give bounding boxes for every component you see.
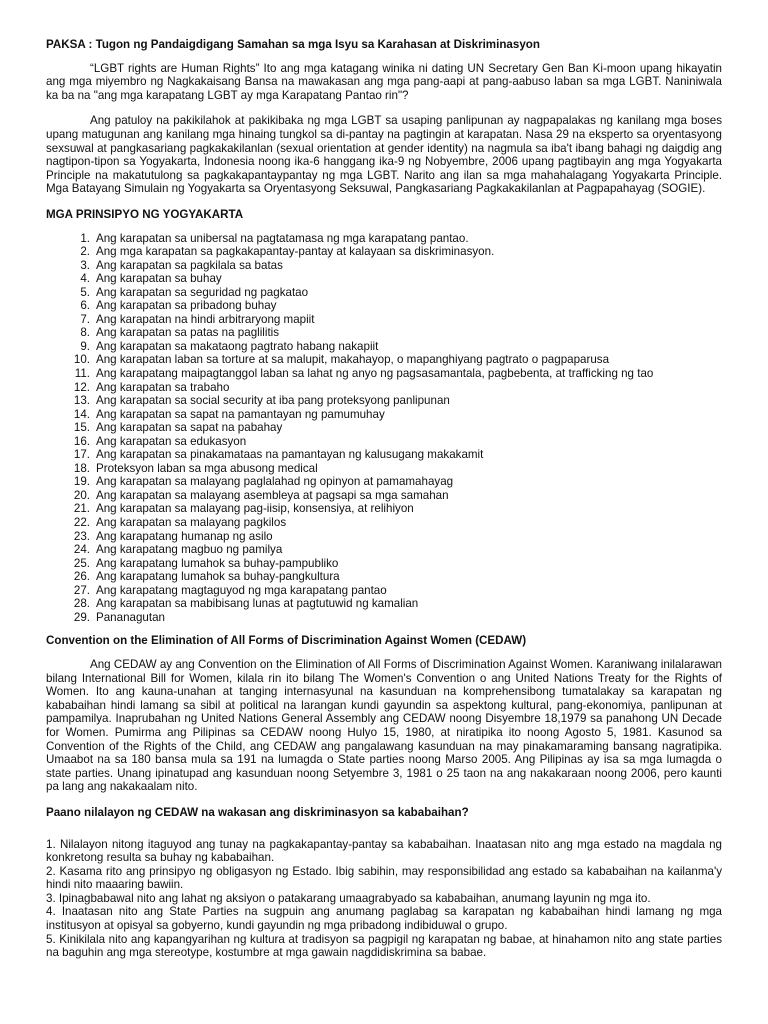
principle-number: 3. [80,258,90,272]
principle-text: Proteksyon laban sa mga abusong medical [96,461,318,475]
principle-number: 21. [73,502,90,516]
principle-text: Ang karapatang magtaguyod ng mga karapatang pantao [96,583,387,597]
principle-number: 8. [80,326,90,340]
principle-text: Ang karapatan sa malayang pag-iisip, konsensiya, at relihiyon [96,502,414,516]
principle-text: Ang karapatan laban sa torture at sa malupit, makahayop, o mapanghiyang pagtrato o pagpaparusa [96,353,610,367]
principle-number: 5. [80,285,90,299]
principle-text: Ang karapatan sa pinakamataas na pamantayan ng kalusugang makakamit [96,448,484,462]
principle-text: Ang karapatang maipagtanggol laban sa lahat ng anyo ng pagsasamantala, pagbebenta, at trafficking ng tao [96,367,654,380]
principle-item [46,516,722,530]
principle-text: Ang karapatang lumahok sa buhay-pangkultura [96,570,340,584]
principle-number: 23. [73,529,90,543]
principle-number: 19. [73,475,90,489]
principle-item [46,313,722,327]
principle-number: 27. [73,583,90,597]
principle-item [46,340,722,354]
principle-number: 20. [73,488,90,502]
principle-number: 26. [73,570,90,584]
principle-number: 10. [73,353,90,367]
cedaw-question-heading: Paano nilalayon ng CEDAW na wakasan ang diskriminasyon sa kababaihan? [46,805,469,819]
principle-text: Ang karapatan sa malayang paglalahad ng opinyon at pamamahayag [96,475,454,489]
cedaw-point: 4. Inaatasan nito ang State Parties na sugpuin ang anumang paglabag sa karapatan ng kababaihan hindi lamang ng mga institusyon at opisyal sa gobyerno, kundi gayundin ng mga pribadong indibiduwal o grupo. [46,905,722,933]
principle-number: 14. [73,407,90,421]
cedaw-points-list [46,838,722,960]
principle-item [46,502,722,516]
principle-item [46,611,722,625]
cedaw-point: 5. Kinikilala nito ang kapangyarihan ng kultura at tradisyon sa pagpigil ng karapatan ng babae, at hinahamon nito ang state parties na baguhin ang mga stereotype, kostumbre at mga gawain nagdidiskrimina sa babae. [46,932,722,960]
principle-text: Ang karapatang lumahok sa buhay-pampubliko [96,556,339,570]
principle-item [46,272,722,286]
principle-number: 11. [74,367,90,380]
principle-number: 1. [80,231,90,245]
principle-number: 29. [73,610,90,624]
principle-text: Ang karapatan sa sapat na pabahay [96,421,283,435]
principle-text: Ang karapatan na hindi arbitraryong mapiit [96,312,315,326]
principle-text: Ang karapatan sa pribadong buhay [96,299,277,313]
principle-text: Ang karapatan sa patas na paglilitis [96,326,280,340]
principle-number: 13. [73,394,90,408]
principle-number: 25. [73,556,90,570]
principle-number: 15. [73,421,90,435]
principle-text: Ang karapatan sa pagkilala sa batas [96,258,283,272]
principle-item [46,421,722,435]
principle-item [46,232,722,246]
principle-text: Ang karapatan sa social security at iba pang proteksyong panlipunan [96,394,450,408]
cedaw-paragraph: Ang CEDAW ay ang Convention on the Elimination of All Forms of Discrimination Against Women. Karaniwang inilalarawan bilang International Bill for Women, kilala rin ito bilang The Women's Convention o ang United Nations Treaty for the Rights of Women. Ito ang kauna-unahan at tanging internasyunal na kasunduan na komprehensibong tumatalakay sa karapatan ng kababaihan hindi lamang sa sibil at political na larangan kundi gayundin sa aspektong kultural, pang-ekonomiya, panlipunan at pampamilya. Inaprubahan ng United Nations General Assembly ang CEDAW noong Disyembre 18,1979 sa panahong UN Decade for Women. Pumirma ang Pilipinas sa CEDAW noong Hulyo 15, 1980, at niratipika ito noong Agosto 5, 1981. Kasunod sa Convention of the Rights of the Child, ang CEDAW ang pangalawang kasunduan na may pinakamaraming bansang nagratipika. Umaabot na sa 180 bansa mula sa 191 na lumagda o State parties noong Marso 2005. Ang Pilipinas ay isa sa mga lumagda o state parties. Unang ipinatupad ang kasunduan noong Setyembre 3, 1981 o 25 taon na ang nakakaraan noong 2006, pero kaunti pa lang ang nakakaalam nito. [46,657,722,794]
principle-number: 7. [80,312,90,326]
cedaw-point: 1. Nilalayon nitong itaguyod ang tunay na pagkakapantay-pantay sa kababaihan. Inaatasan nito ang mga estado na magdala ng konkretong resulta sa buhay ng kababaihan. [46,837,722,865]
principle-number: 24. [73,543,90,557]
principle-item [46,489,722,503]
principle-number: 22. [73,516,90,530]
principle-text: Ang karapatan sa edukasyon [96,434,247,448]
principle-item [46,543,722,557]
principles-list [46,232,722,625]
principle-number: 16. [73,434,90,448]
principle-number: 9. [80,339,90,353]
principle-item [46,299,722,313]
principle-text: Ang karapatan sa buhay [96,272,222,286]
principles-heading: MGA PRINSIPYO NG YOGYAKARTA [46,207,244,221]
principle-item [46,259,722,273]
principle-text: Pananagutan [96,610,165,624]
principle-item [46,570,722,584]
principle-number: 12. [73,380,90,394]
principle-item [46,367,722,381]
principle-text: Ang karapatan sa mabibisang lunas at pagtutuwid ng kamalian [96,597,419,611]
principle-text: Ang mga karapatan sa pagkakapantay-pantay at kalayaan sa diskriminasyon. [96,245,495,259]
principle-item [46,584,722,598]
principle-item [46,448,722,462]
principle-item [46,286,722,300]
principle-text: Ang karapatan sa seguridad ng pagkatao [96,285,309,299]
principle-number: 17. [73,448,90,462]
principle-text: Ang karapatan sa trabaho [96,380,230,394]
principle-item [46,597,722,611]
cedaw-point: 3. Ipinagbabawal nito ang lahat ng aksiyon o patakarang umaagrabyado sa kababaihan, anumang layunin ng mga ito. [46,891,651,905]
principle-number: 6. [80,299,90,313]
principle-item [46,381,722,395]
intro-paragraph-1: “LGBT rights are Human Rights” Ito ang mga katagang winika ni dating UN Secretary Gen Ban Ki-moon upang hikayatin ang mga miyembro ng Nagkakaisang Bansa na mawakasan ang mga pang-aapi at pang-aabuso laban sa mga LGBT. Naniniwala ka ba na "ang mga karapatang LGBT ay mga Karapatang Pantao rin"? [46,61,722,102]
principle-item [46,530,722,544]
cedaw-heading: Convention on the Elimination of All Forms of Discrimination Against Women (CEDAW) [46,634,527,648]
topic-heading: PAKSA : Tugon ng Pandaigdigang Samahan sa mga Isyu sa Karahasan at Diskriminasyon [46,38,540,51]
cedaw-point: 2. Kasama rito ang prinsipyo ng obligasyon ng Estado. Ibig sabihin, may responsibilidad ang estado sa kababaihan na kailanma'y hindi nito maaaring bawiin. [46,864,722,892]
principle-number: 2. [80,245,90,259]
principle-text: Ang karapatan sa unibersal na pagtatamasa ng mga karapatang pantao. [96,231,469,245]
principle-item [46,394,722,408]
principle-text: Ang karapatan sa makataong pagtrato habang nakapiit [96,339,379,353]
principle-number: 28. [73,597,90,611]
principle-item [46,326,722,340]
principle-item [46,475,722,489]
principle-number: 18. [73,461,90,475]
principle-text: Ang karapatan sa malayang pagkilos [96,516,287,530]
intro-paragraph-2: Ang patuloy na pakikilahok at pakikibaka ng mga LGBT sa usaping panlipunan ay nagpapalakas ng kanilang mga boses upang matugunan ang kanilang mga hinaing tungkol sa di-pantay na pagtingin at karapatan. Nasa 29 na eksperto sa oryentasyong sexsuwal at pangkasariang pagkakakilanlan (sexual orientation at gender identity) na nagmula sa iba't ibang bahagi ng daigdig ang nagtipon-tipon sa Yogyakarta, Indonesia noong ika-6 hanggang ika-9 ng Nobyembre, 2006 upang pagtibayin ang mga Yogyakarta Principle na makatutulong sa pagkakapantaypantay ng mga LGBT. Narito ang ilan sa mga mahahalagang Yogyakarta Principle. Mga Batayang Simulain ng Yogyakarta sa Oryentasyong Seksuwal, Pangkasariang Pagkakakilanlan at Pagpapahayag (SOGIE). [46,114,722,196]
principle-text: Ang karapatan sa sapat na pamantayan ng pamumuhay [96,407,385,421]
principle-text: Ang karapatang magbuo ng pamilya [96,543,283,557]
principle-text: Ang karapatang humanap ng asilo [96,529,273,543]
principle-item [46,435,722,449]
principle-item [46,245,722,259]
principle-item [46,353,722,367]
principle-number: 4. [80,272,90,286]
principle-item [46,408,722,422]
principle-text: Ang karapatan sa malayang asembleya at pagsapi sa mga samahan [96,488,449,502]
principle-item [46,557,722,571]
principle-item [46,462,722,476]
